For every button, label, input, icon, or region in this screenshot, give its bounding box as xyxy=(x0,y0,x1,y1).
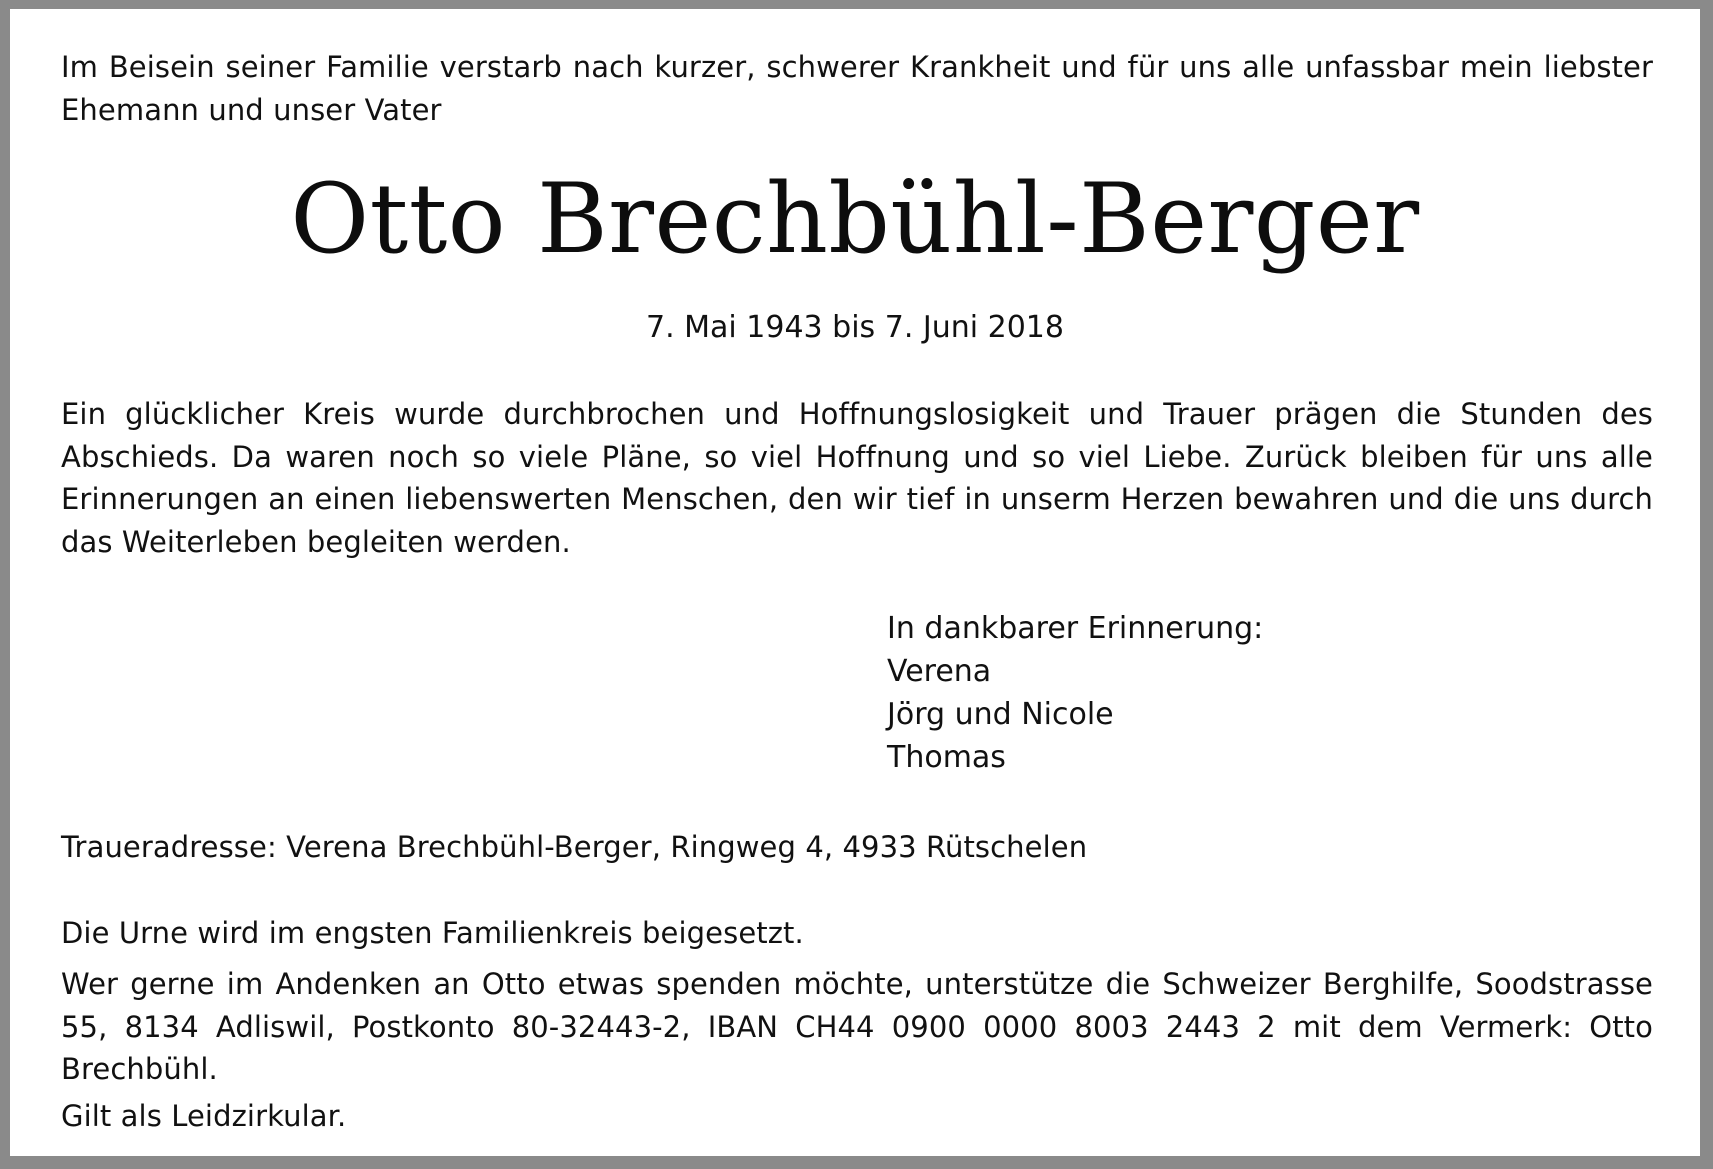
signoff-name-thomas: Thomas xyxy=(887,740,1006,775)
donation-note: Wer gerne im Andenken an Otto etwas spenden möchte, unterstütze die Schweizer Berghilfe, Soodstrasse 55, 8134 Adliswil, Postkonto 80-32443-2, IBAN CH44 0900 0000 8003 2443 2 mit dem Vermerk: Otto Brechbühl. xyxy=(61,967,1653,1086)
signoff-name-verena: Verena xyxy=(887,654,992,689)
deceased-name: Otto Brechbühl-Berger xyxy=(290,163,1420,275)
signoff-name-joerg-nicole: Jörg und Nicole xyxy=(887,697,1114,732)
circular-note: Gilt als Leidzirkular. xyxy=(61,1099,347,1133)
urn-note: Die Urne wird im engsten Familienkreis beigesetzt. xyxy=(61,916,804,950)
intro-line-2: Ehemann und unser Vater xyxy=(61,92,442,127)
mourning-address: Traueradresse: Verena Brechbühl-Berger, Ringweg 4, 4933 Rütschelen xyxy=(61,830,1088,864)
signoff-heading: In dankbarer Erinnerung: xyxy=(887,611,1264,646)
farewell-paragraph: Ein glücklicher Kreis wurde durchbrochen und Hoffnungslosigkeit und Trauer prägen die Stunden des Abschieds. Da waren noch so viele Pläne, so viel Hoffnung und so viel Liebe. Zurück bleiben für uns alle Erinnerungen an einen liebenswerten Menschen, den wir tief in unserm Herzen bewahren und die uns durch das Weiterleben begleiten werden. xyxy=(61,397,1653,559)
intro-line-1: Im Beisein seiner Familie verstarb nach kurzer, schwerer Krankheit und für uns alle unfassbar mein liebster xyxy=(61,50,1653,84)
life-dates: 7. Mai 1943 bis 7. Juni 2018 xyxy=(646,310,1064,345)
intro-text xyxy=(61,46,1653,131)
signoff-block xyxy=(887,607,1263,779)
obituary-notice xyxy=(10,9,1700,1156)
